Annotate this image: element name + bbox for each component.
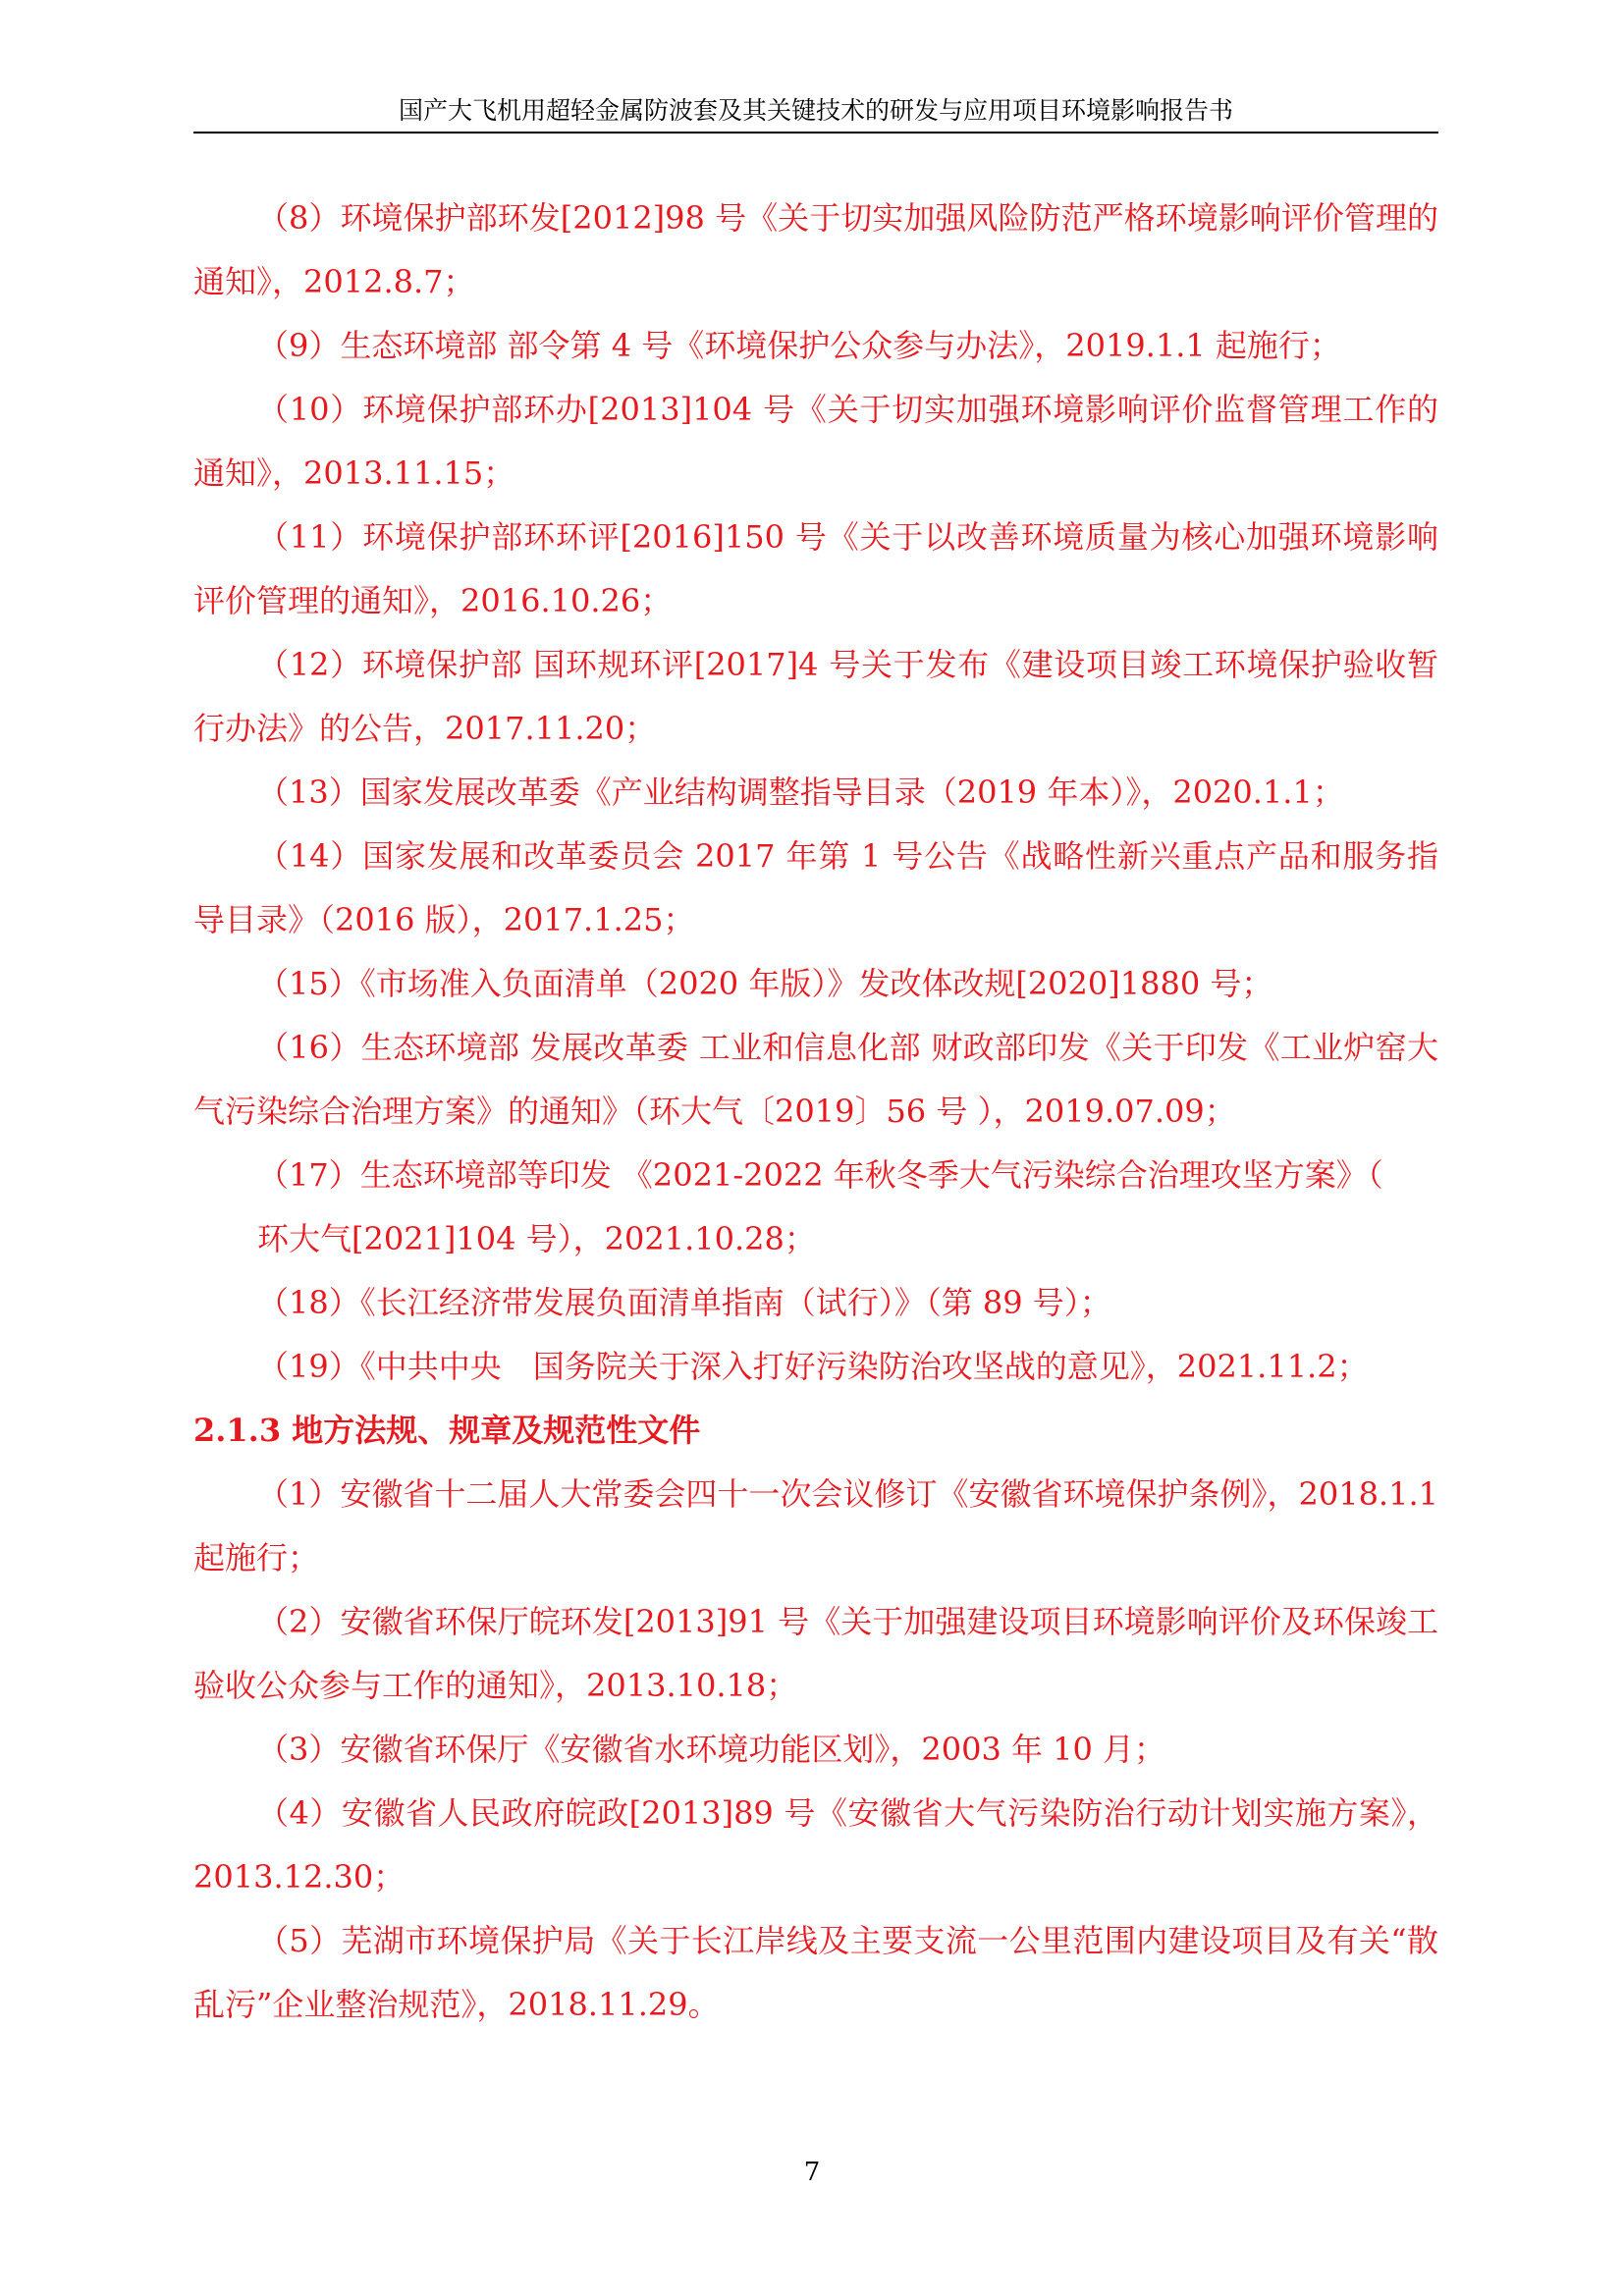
local-regulation-item-5: （5）芜湖市环境保护局《关于长江岸线及主要支流一公里范围内建设项目及有关“散乱污”企业整治规范》，2018.11.29。 bbox=[193, 1922, 1438, 2023]
running-header: 国产大飞机用超轻金属防波套及其关键技术的研发与应用项目环境影响报告书 bbox=[398, 96, 1233, 125]
regulation-item-18: （18）《长江经济带发展负面清单指南（试行）》（第 89 号）； bbox=[257, 1284, 1111, 1321]
local-regulation-item-4: （4）安徽省人民政府皖政[2013]89 号《安徽省大气污染防治行动计划实施方案》，2013.12.30； bbox=[193, 1794, 1438, 1896]
page-number: 7 bbox=[803, 2158, 821, 2187]
regulation-item-8: （8）环境保护部环发[2012]98 号《关于切实加强风险防范严格环境影响评价管理的通知》，2012.8.7； bbox=[193, 199, 1438, 300]
header-rule bbox=[193, 132, 1438, 133]
regulation-item-11: （11）环境保护部环环评[2016]150 号《关于以改善环境质量为核心加强环境影响评价管理的通知》，2016.10.26； bbox=[193, 518, 1438, 619]
regulation-item-12: （12）环境保护部 国环规环评[2017]4 号关于发布《建设项目竣工环境保护验收暂行办法》的公告，2017.11.20； bbox=[193, 646, 1438, 747]
regulation-item-17-continuation bbox=[193, 1207, 1438, 1271]
page-body bbox=[193, 187, 1438, 2037]
regulation-item-9: （9）生态环境部 部令第 4 号《环境保护公众参与办法》，2019.1.1 起施行； bbox=[257, 327, 1341, 364]
local-regulation-item-2: （2）安徽省环保厅皖环发[2013]91 号《关于加强建设项目环境影响评价及环保竣工验收公众参与工作的通知》，2013.10.18； bbox=[193, 1603, 1438, 1704]
local-regulation-item-3: （3）安徽省环保厅《安徽省水环境功能区划》，2003 年 10 月； bbox=[257, 1731, 1166, 1768]
regulation-item-16: （16）生态环境部 发展改革委 工业和信息化部 财政部印发《关于印发《工业炉窑大气污染综合治理方案》的通知》（环大气〔2019〕56 号 ），2019.07.09； bbox=[193, 1029, 1438, 1130]
local-regulation-item-1: （1）安徽省十二届人大常委会四十一次会议修订《安徽省环境保护条例》，2018.1.1 起施行； bbox=[193, 1475, 1438, 1576]
regulation-item-13: （13）国家发展改革委《产业结构调整指导目录（2019 年本）》，2020.1.1； bbox=[257, 774, 1344, 811]
regulation-item-10: （10）环境保护部环办[2013]104 号《关于切实加强环境影响评价监督管理工作的通知》，2013.11.15； bbox=[193, 391, 1438, 492]
regulation-item-17 bbox=[193, 1144, 1438, 1207]
regulation-item-17-line-2: 环大气[2021]104 号），2021.10.28； bbox=[257, 1220, 816, 1257]
regulation-item-14: （14）国家发展和改革委员会 2017 年第 1 号公告《战略性新兴重点产品和服务指导目录》（2016 版），2017.1.25； bbox=[193, 837, 1438, 938]
regulation-item-17-line-1: （17）生态环境部等印发 《2021-2022 年秋冬季大气污染综合治理攻坚方案》（ bbox=[257, 1156, 1383, 1194]
regulation-item-15: （15）《市场准入负面清单（2020 年版）》发改体改规[2020]1880 号； bbox=[257, 965, 1273, 1002]
section-heading-2-1-3: 2.1.3 地方法规、规章及规范性文件 bbox=[193, 1412, 701, 1449]
regulation-item-19: （19）《中共中央 国务院关于深入打好污染防治攻坚战的意见》，2021.11.2； bbox=[257, 1348, 1369, 1385]
